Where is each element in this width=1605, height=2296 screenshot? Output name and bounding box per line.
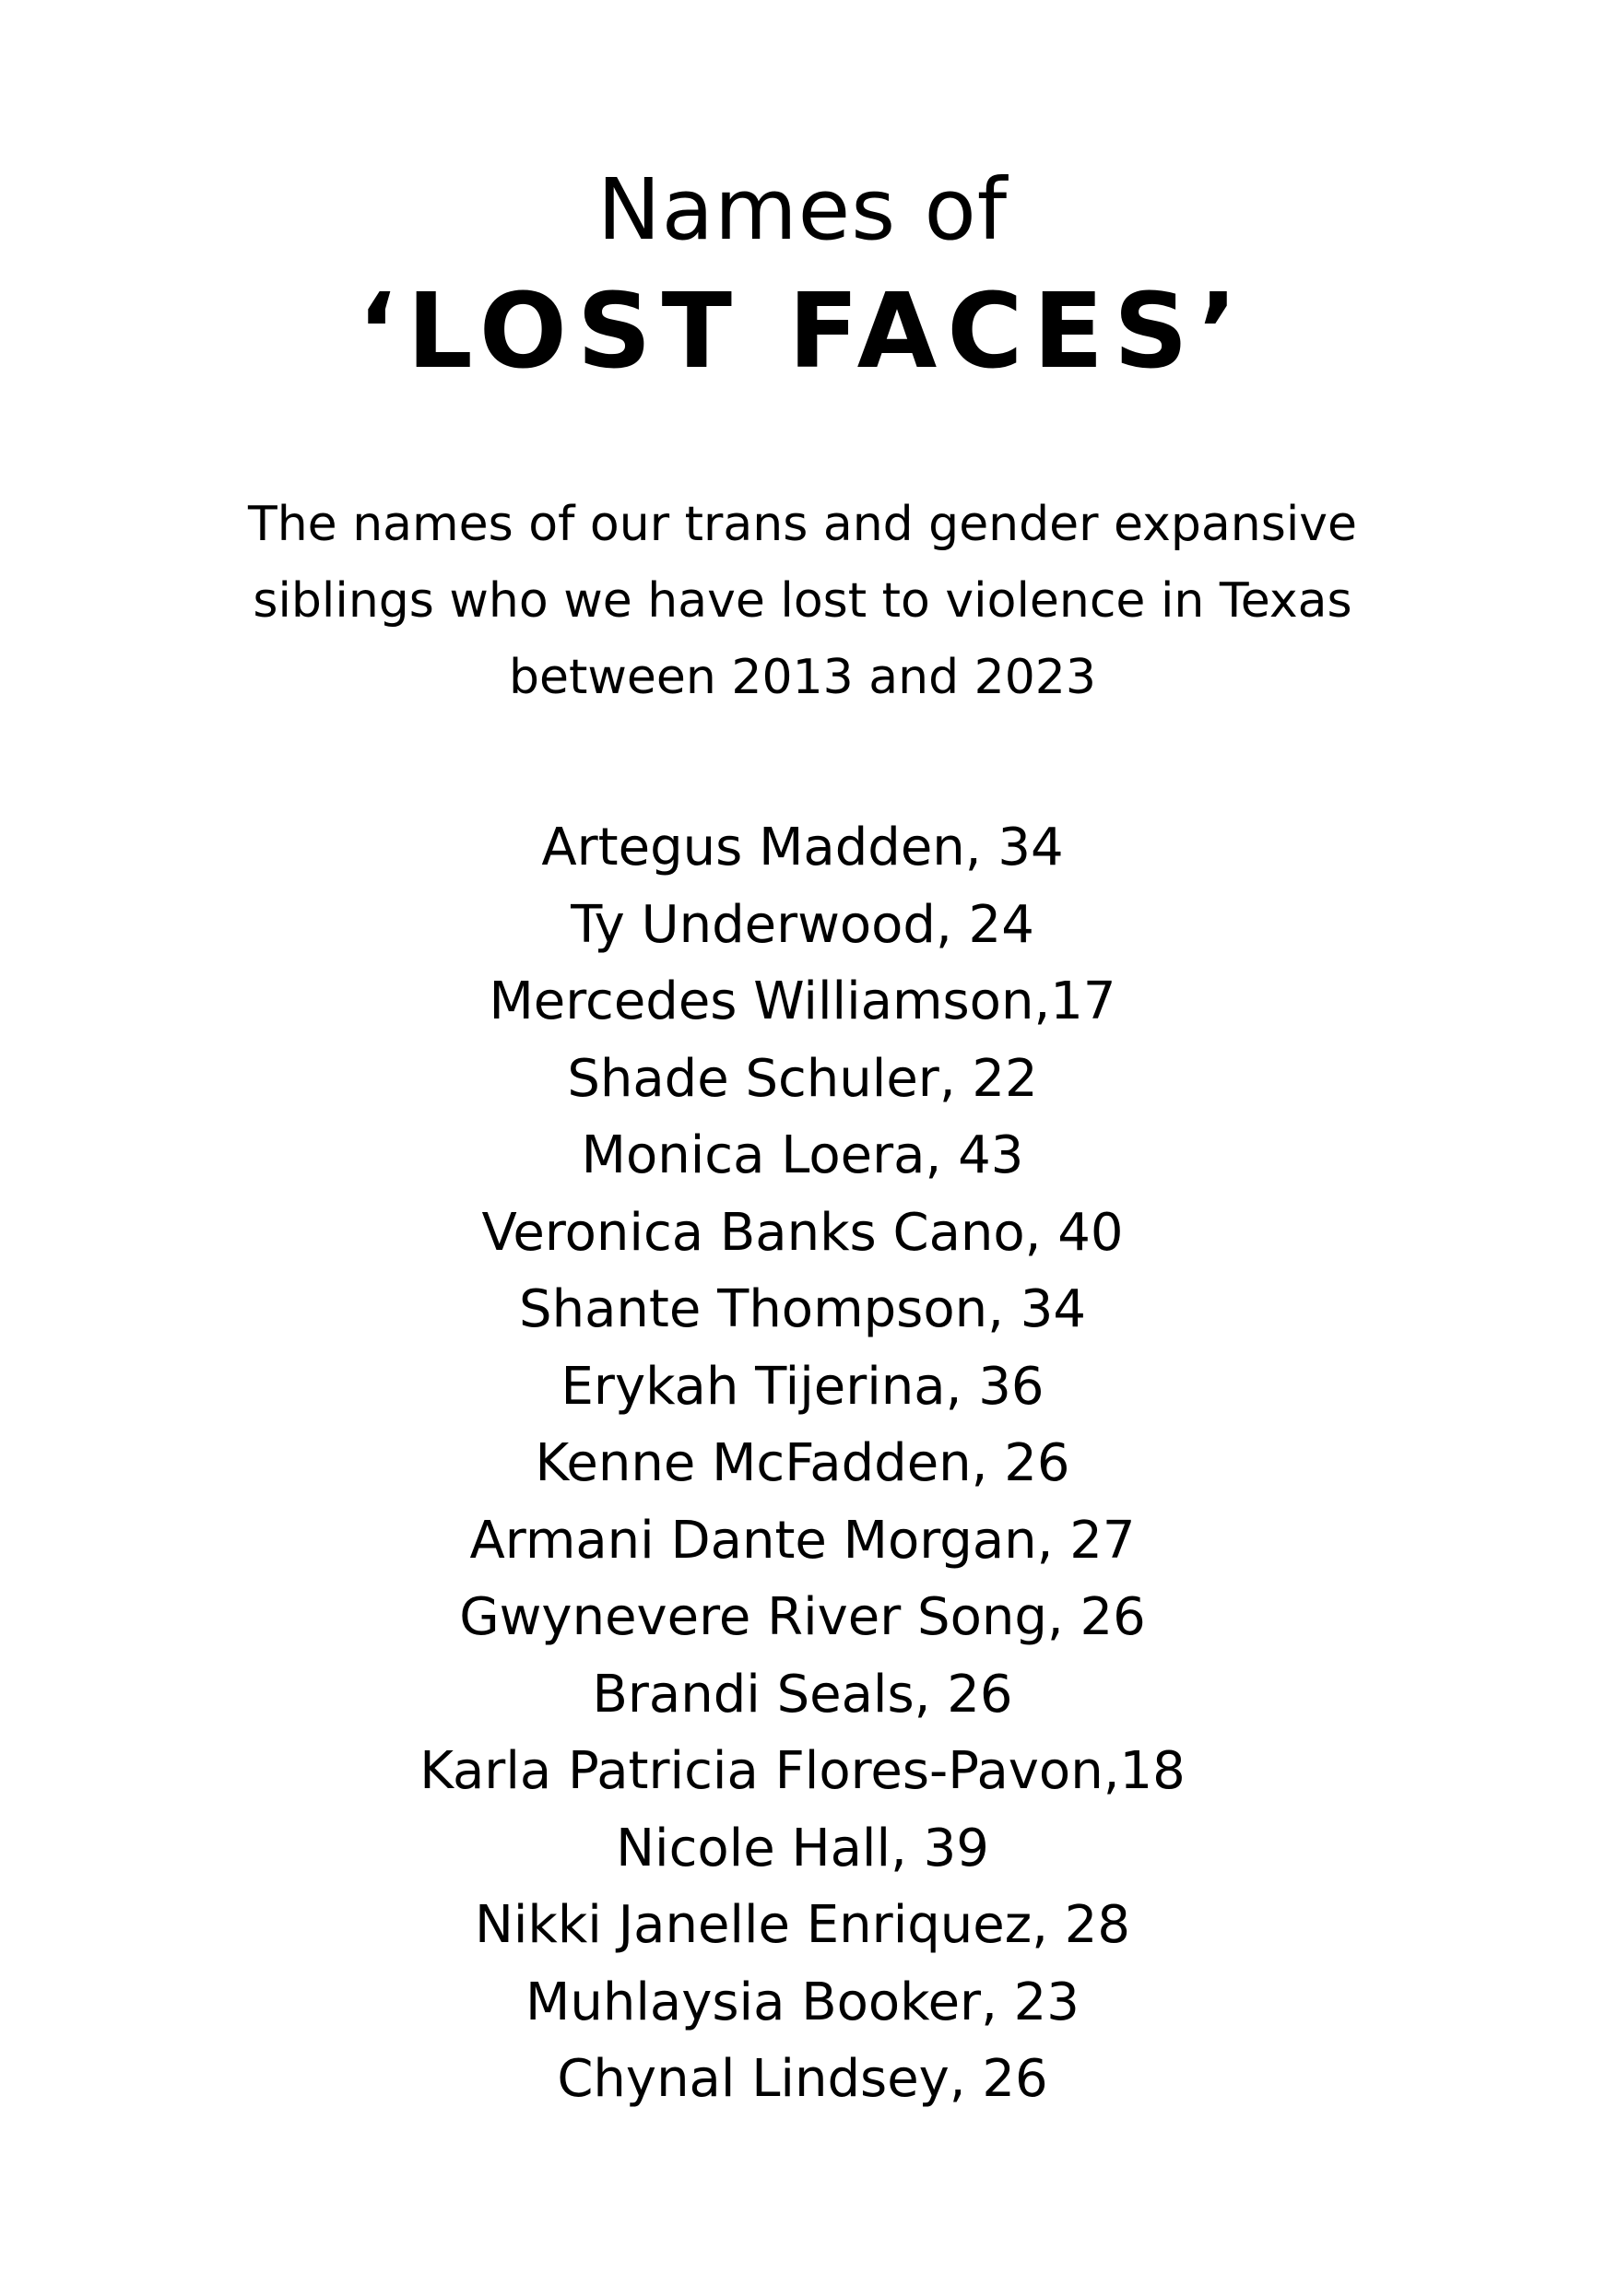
name-entry: Erykah Tijerina, 36 — [561, 1356, 1044, 1417]
name-entry: Gwynevere River Song, 26 — [459, 1587, 1146, 1647]
names-list — [0, 809, 1605, 2118]
intro-line: The names of our trans and gender expansive — [247, 497, 1358, 552]
name-entry: Veronica Banks Cano, 40 — [481, 1202, 1124, 1263]
name-entry: Ty Underwood, 24 — [571, 894, 1034, 955]
intro-paragraph — [138, 487, 1467, 716]
name-entry: Kenne McFadden, 26 — [535, 1433, 1070, 1493]
name-entry: Nicole Hall, 39 — [616, 1818, 989, 1878]
name-entry: Muhlaysia Booker, 23 — [525, 1972, 1080, 2032]
name-entry: Karla Patricia Flores-Pavon,18 — [419, 1741, 1186, 1801]
name-entry: Artegus Madden, 34 — [541, 818, 1064, 877]
name-entry: Shante Thompson, 34 — [519, 1279, 1086, 1339]
name-entry: Armani Dante Morgan, 27 — [469, 1510, 1136, 1571]
name-entry: Mercedes Williamson,17 — [489, 971, 1116, 1031]
page-title: ‘LOST FACES’ — [357, 272, 1248, 392]
name-entry: Nikki Janelle Enriquez, 28 — [474, 1895, 1131, 1955]
intro-line: siblings who we have lost to violence in Texas — [253, 573, 1352, 629]
page-subtitle: Names of — [596, 160, 1009, 259]
name-entry: Monica Loera, 43 — [581, 1125, 1024, 1185]
name-entry: Chynal Lindsey, 26 — [557, 2049, 1048, 2109]
name-entry: Brandi Seals, 26 — [592, 1664, 1013, 1725]
name-entry: Shade Schuler, 22 — [567, 1048, 1038, 1109]
intro-line: between 2013 and 2023 — [509, 650, 1096, 705]
